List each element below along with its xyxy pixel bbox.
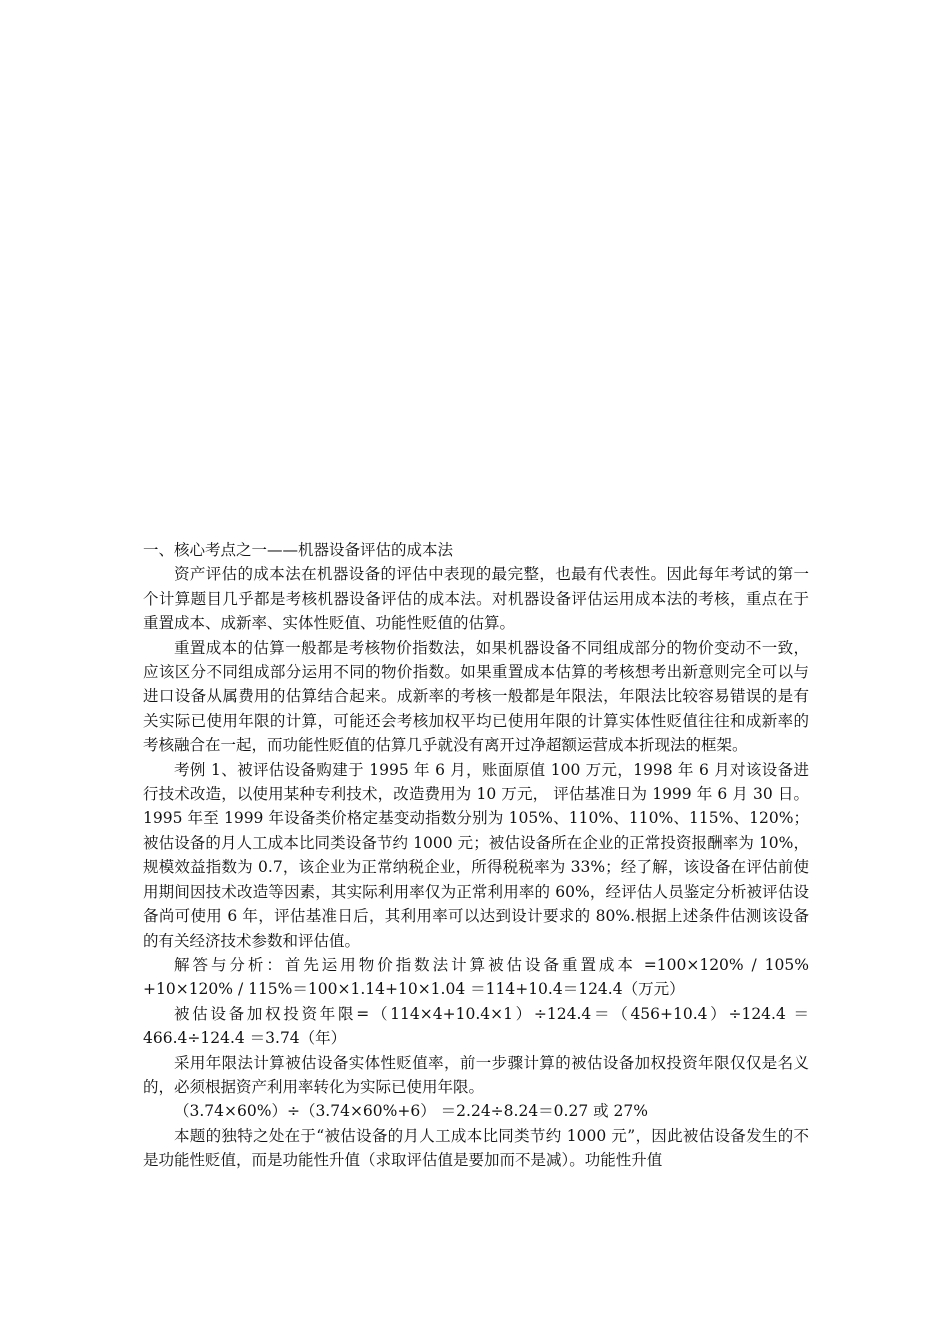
document-body — [143, 538, 809, 1173]
paragraph-functional-appreciation: 本题的独特之处在于“被估设备的月人工成本比同类节约 1000 元”，因此被估设备发生的不是功能性贬值，而是功能性升值（求取评估值是要加而不是减）。功能性升值 — [143, 1126, 809, 1170]
paragraph-2: 重置成本的估算一般都是考核物价指数法，如果机器设备不同组成部分的物价变动不一致，应该区分不同组成部分运用不同的物价指数。如果重置成本估算的考核想考出新意则完全可以与进口设备从属费用的估算结合起来。成新率的考核一般都是年限法，年限法比较容易错误的是有关实际已使用年限的计算，可能还会考核加权平均已使用年限的计算实体性贬值往往和成新率的考核融合在一起，而功能性贬值的估算几乎就没有离开过净超额运营成本折现法的框架。 — [143, 638, 809, 755]
paragraph-example-1: 考例 1、被评估设备购建于 1995 年 6 月，账面原值 100 万元，1998 年 6 月对该设备进行技术改造，以使用某种专利技术，改造费用为 10 万元， 评估基准日为 1999 年 6 月 30 日。 1995 年至 1999 年设备类价格定基变动指数分别为 105%、110%、110%、115%、120%；被估设备的月人工成本比同类设备节约 1000 元；被估设备所在企业的正常投资报酬率为 10%，规模效益指数为 0.7，该企业为正常纳税企业，所得税税率为 33%；经了解，该设备在评估前使用期间因技术改造等因素，其实际利用率仅为正常利用率的 60%，经评估人员鉴定分析被评估设备尚可使用 6 年，评估基准日后，其利用率可以达到设计要求的 80%.根据上述条件估测该设备的有关经济技术参数和评估值。 — [143, 760, 809, 950]
paragraph-depreciation-formula: （3.74×60%）÷（3.74×60%+6） ＝2.24÷8.24＝0.27 或 27% — [174, 1102, 648, 1121]
paragraph-depreciation-method: 采用年限法计算被估设备实体性贬值率，前一步骤计算的被估设备加权投资年限仅仅是名义的，必须根据资产利用率转化为实际已使用年限。 — [143, 1053, 809, 1096]
paragraph-1: 资产评估的成本法在机器设备的评估中表现的最完整，也最有代表性。因此每年考试的第一个计算题目几乎都是考核机器设备评估的成本法。对机器设备评估运用成本法的考核，重点在于重置成本、成新率、实体性贬值、功能性贬值的估算。 — [143, 565, 809, 633]
paragraph-answer-analysis: 解答与分析：首先运用物价指数法计算被估设备重置成本 =100×120% / 105% +10×120% / 115%＝100×1.14+10×1.04 ＝114+10.4＝124.4（万元） — [143, 955, 809, 999]
paragraph-weighted-years: 被估设备加权投资年限=（114×4+10.4×1）÷124.4＝（456+10.4）÷124.4 ＝466.4÷124.4 ＝3.74（年） — [143, 1004, 809, 1048]
section-heading: 一、核心考点之一——机器设备评估的成本法 — [143, 541, 454, 559]
